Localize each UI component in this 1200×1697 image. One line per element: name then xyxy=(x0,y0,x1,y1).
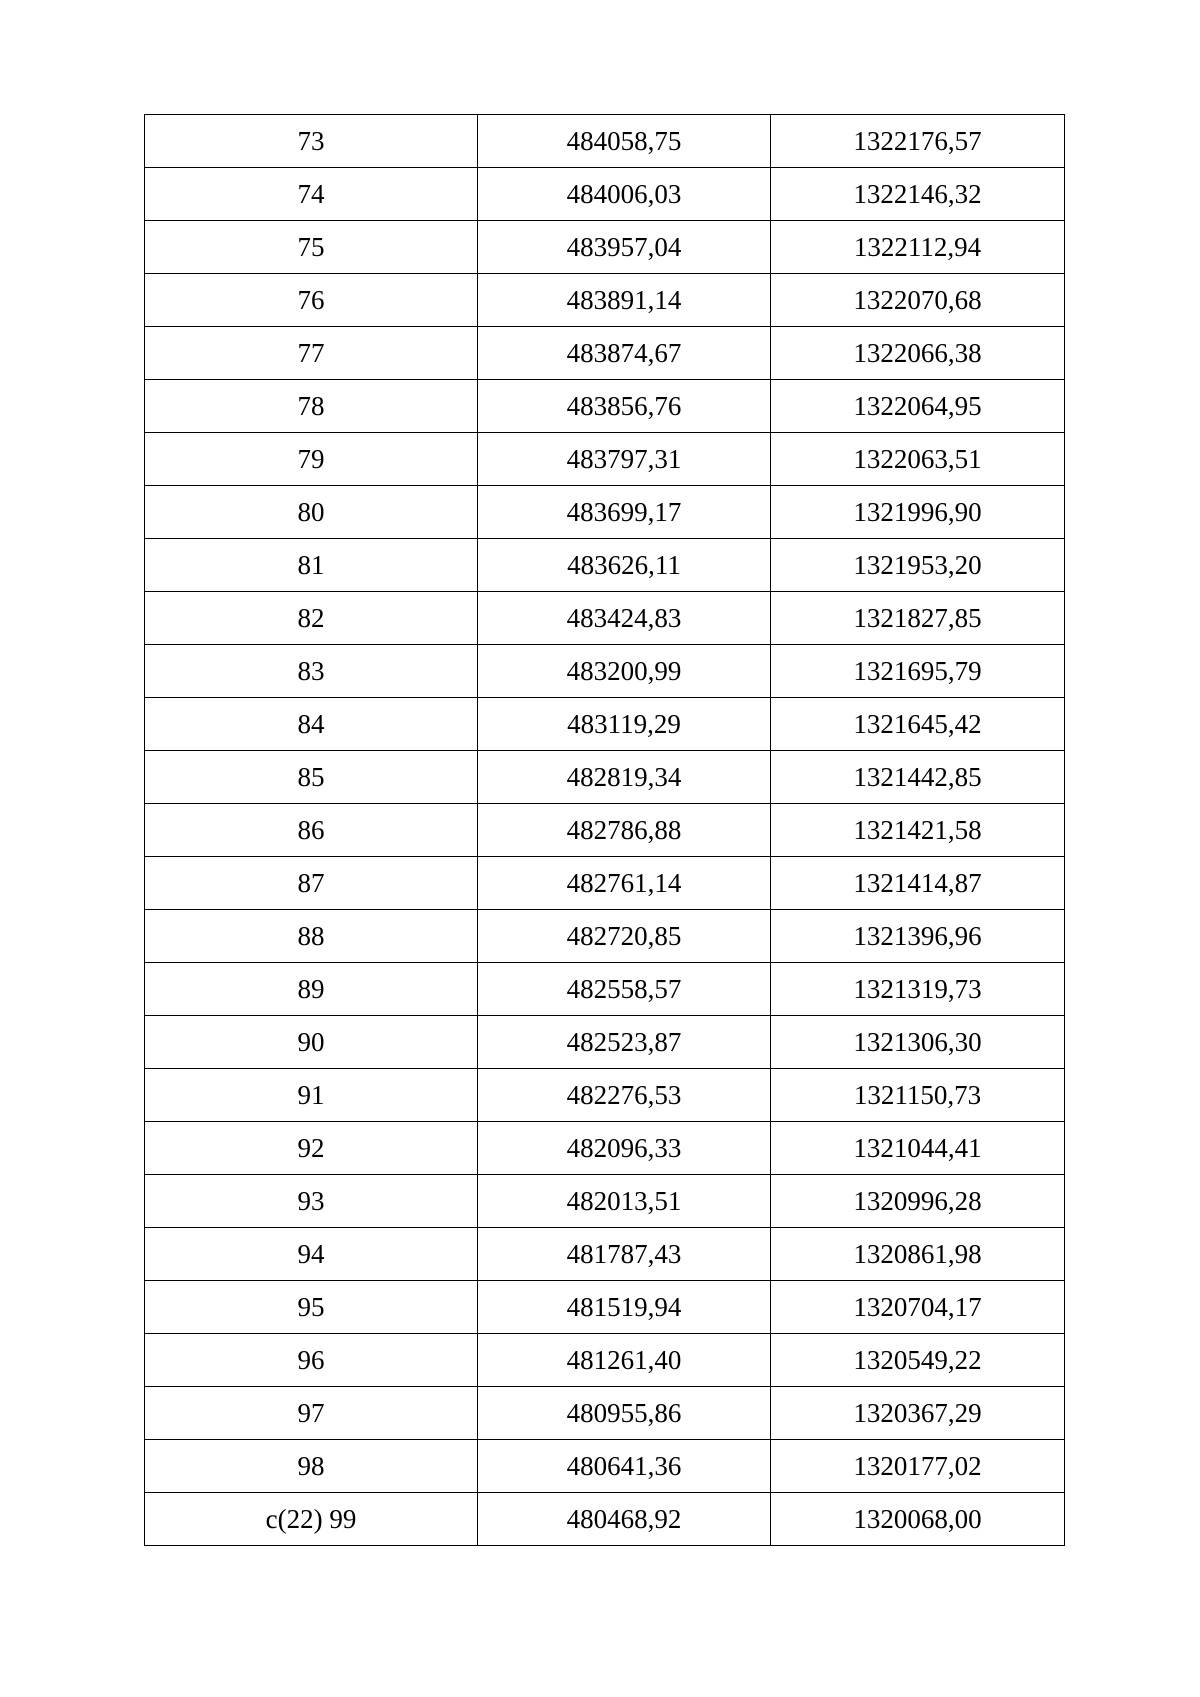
y-coordinate-cell: 1322064,95 xyxy=(771,380,1065,433)
y-coordinate-cell: 1321645,42 xyxy=(771,698,1065,751)
table-row xyxy=(145,1387,1065,1440)
y-coordinate-cell: 1320996,28 xyxy=(771,1175,1065,1228)
point-number-cell: 77 xyxy=(145,327,478,380)
point-number-cell: c(22) 99 xyxy=(145,1493,478,1546)
x-coordinate-cell: 482276,53 xyxy=(478,1069,771,1122)
coordinates-table xyxy=(144,114,1065,1546)
x-coordinate-cell: 482761,14 xyxy=(478,857,771,910)
y-coordinate-cell: 1322146,32 xyxy=(771,168,1065,221)
y-coordinate-cell: 1321319,73 xyxy=(771,963,1065,1016)
table-row xyxy=(145,380,1065,433)
y-coordinate-cell: 1321414,87 xyxy=(771,857,1065,910)
y-coordinate-cell: 1321306,30 xyxy=(771,1016,1065,1069)
y-coordinate-cell: 1322176,57 xyxy=(771,115,1065,168)
point-number-cell: 81 xyxy=(145,539,478,592)
point-number-cell: 80 xyxy=(145,486,478,539)
point-number-cell: 79 xyxy=(145,433,478,486)
point-number-cell: 74 xyxy=(145,168,478,221)
table-row xyxy=(145,327,1065,380)
table-row xyxy=(145,1122,1065,1175)
y-coordinate-cell: 1321953,20 xyxy=(771,539,1065,592)
x-coordinate-cell: 482558,57 xyxy=(478,963,771,1016)
point-number-cell: 88 xyxy=(145,910,478,963)
point-number-cell: 97 xyxy=(145,1387,478,1440)
point-number-cell: 93 xyxy=(145,1175,478,1228)
y-coordinate-cell: 1322112,94 xyxy=(771,221,1065,274)
x-coordinate-cell: 482096,33 xyxy=(478,1122,771,1175)
point-number-cell: 94 xyxy=(145,1228,478,1281)
table-row xyxy=(145,168,1065,221)
table-row xyxy=(145,645,1065,698)
point-number-cell: 82 xyxy=(145,592,478,645)
table-row xyxy=(145,751,1065,804)
table-row xyxy=(145,1493,1065,1546)
x-coordinate-cell: 483424,83 xyxy=(478,592,771,645)
point-number-cell: 84 xyxy=(145,698,478,751)
point-number-cell: 76 xyxy=(145,274,478,327)
x-coordinate-cell: 483874,67 xyxy=(478,327,771,380)
table-row xyxy=(145,221,1065,274)
table-row xyxy=(145,910,1065,963)
x-coordinate-cell: 483626,11 xyxy=(478,539,771,592)
y-coordinate-cell: 1322063,51 xyxy=(771,433,1065,486)
y-coordinate-cell: 1321695,79 xyxy=(771,645,1065,698)
point-number-cell: 90 xyxy=(145,1016,478,1069)
x-coordinate-cell: 483891,14 xyxy=(478,274,771,327)
x-coordinate-cell: 482819,34 xyxy=(478,751,771,804)
y-coordinate-cell: 1321421,58 xyxy=(771,804,1065,857)
x-coordinate-cell: 482786,88 xyxy=(478,804,771,857)
x-coordinate-cell: 482523,87 xyxy=(478,1016,771,1069)
y-coordinate-cell: 1321442,85 xyxy=(771,751,1065,804)
y-coordinate-cell: 1320367,29 xyxy=(771,1387,1065,1440)
x-coordinate-cell: 483119,29 xyxy=(478,698,771,751)
y-coordinate-cell: 1321044,41 xyxy=(771,1122,1065,1175)
y-coordinate-cell: 1321396,96 xyxy=(771,910,1065,963)
table-row xyxy=(145,698,1065,751)
y-coordinate-cell: 1320704,17 xyxy=(771,1281,1065,1334)
y-coordinate-cell: 1320861,98 xyxy=(771,1228,1065,1281)
x-coordinate-cell: 484058,75 xyxy=(478,115,771,168)
x-coordinate-cell: 481261,40 xyxy=(478,1334,771,1387)
point-number-cell: 78 xyxy=(145,380,478,433)
point-number-cell: 91 xyxy=(145,1069,478,1122)
x-coordinate-cell: 480468,92 xyxy=(478,1493,771,1546)
y-coordinate-cell: 1322070,68 xyxy=(771,274,1065,327)
table-row xyxy=(145,539,1065,592)
table-row xyxy=(145,1228,1065,1281)
x-coordinate-cell: 483856,76 xyxy=(478,380,771,433)
y-coordinate-cell: 1321827,85 xyxy=(771,592,1065,645)
table-row xyxy=(145,274,1065,327)
point-number-cell: 96 xyxy=(145,1334,478,1387)
y-coordinate-cell: 1321150,73 xyxy=(771,1069,1065,1122)
table-row xyxy=(145,1016,1065,1069)
y-coordinate-cell: 1322066,38 xyxy=(771,327,1065,380)
x-coordinate-cell: 481519,94 xyxy=(478,1281,771,1334)
table-row xyxy=(145,115,1065,168)
x-coordinate-cell: 483699,17 xyxy=(478,486,771,539)
point-number-cell: 85 xyxy=(145,751,478,804)
x-coordinate-cell: 481787,43 xyxy=(478,1228,771,1281)
table-row xyxy=(145,1069,1065,1122)
table-row xyxy=(145,592,1065,645)
point-number-cell: 95 xyxy=(145,1281,478,1334)
point-number-cell: 73 xyxy=(145,115,478,168)
point-number-cell: 98 xyxy=(145,1440,478,1493)
x-coordinate-cell: 483200,99 xyxy=(478,645,771,698)
table-row xyxy=(145,1175,1065,1228)
point-number-cell: 87 xyxy=(145,857,478,910)
table-row xyxy=(145,857,1065,910)
coordinates-table-body xyxy=(145,115,1065,1546)
x-coordinate-cell: 482013,51 xyxy=(478,1175,771,1228)
table-row xyxy=(145,963,1065,1016)
table-row xyxy=(145,433,1065,486)
point-number-cell: 92 xyxy=(145,1122,478,1175)
table-row xyxy=(145,1440,1065,1493)
table-row xyxy=(145,1281,1065,1334)
x-coordinate-cell: 482720,85 xyxy=(478,910,771,963)
point-number-cell: 75 xyxy=(145,221,478,274)
y-coordinate-cell: 1320177,02 xyxy=(771,1440,1065,1493)
point-number-cell: 83 xyxy=(145,645,478,698)
point-number-cell: 89 xyxy=(145,963,478,1016)
table-row xyxy=(145,486,1065,539)
table-row xyxy=(145,1334,1065,1387)
x-coordinate-cell: 484006,03 xyxy=(478,168,771,221)
table-row xyxy=(145,804,1065,857)
x-coordinate-cell: 483797,31 xyxy=(478,433,771,486)
x-coordinate-cell: 480641,36 xyxy=(478,1440,771,1493)
point-number-cell: 86 xyxy=(145,804,478,857)
x-coordinate-cell: 480955,86 xyxy=(478,1387,771,1440)
y-coordinate-cell: 1321996,90 xyxy=(771,486,1065,539)
y-coordinate-cell: 1320068,00 xyxy=(771,1493,1065,1546)
x-coordinate-cell: 483957,04 xyxy=(478,221,771,274)
y-coordinate-cell: 1320549,22 xyxy=(771,1334,1065,1387)
